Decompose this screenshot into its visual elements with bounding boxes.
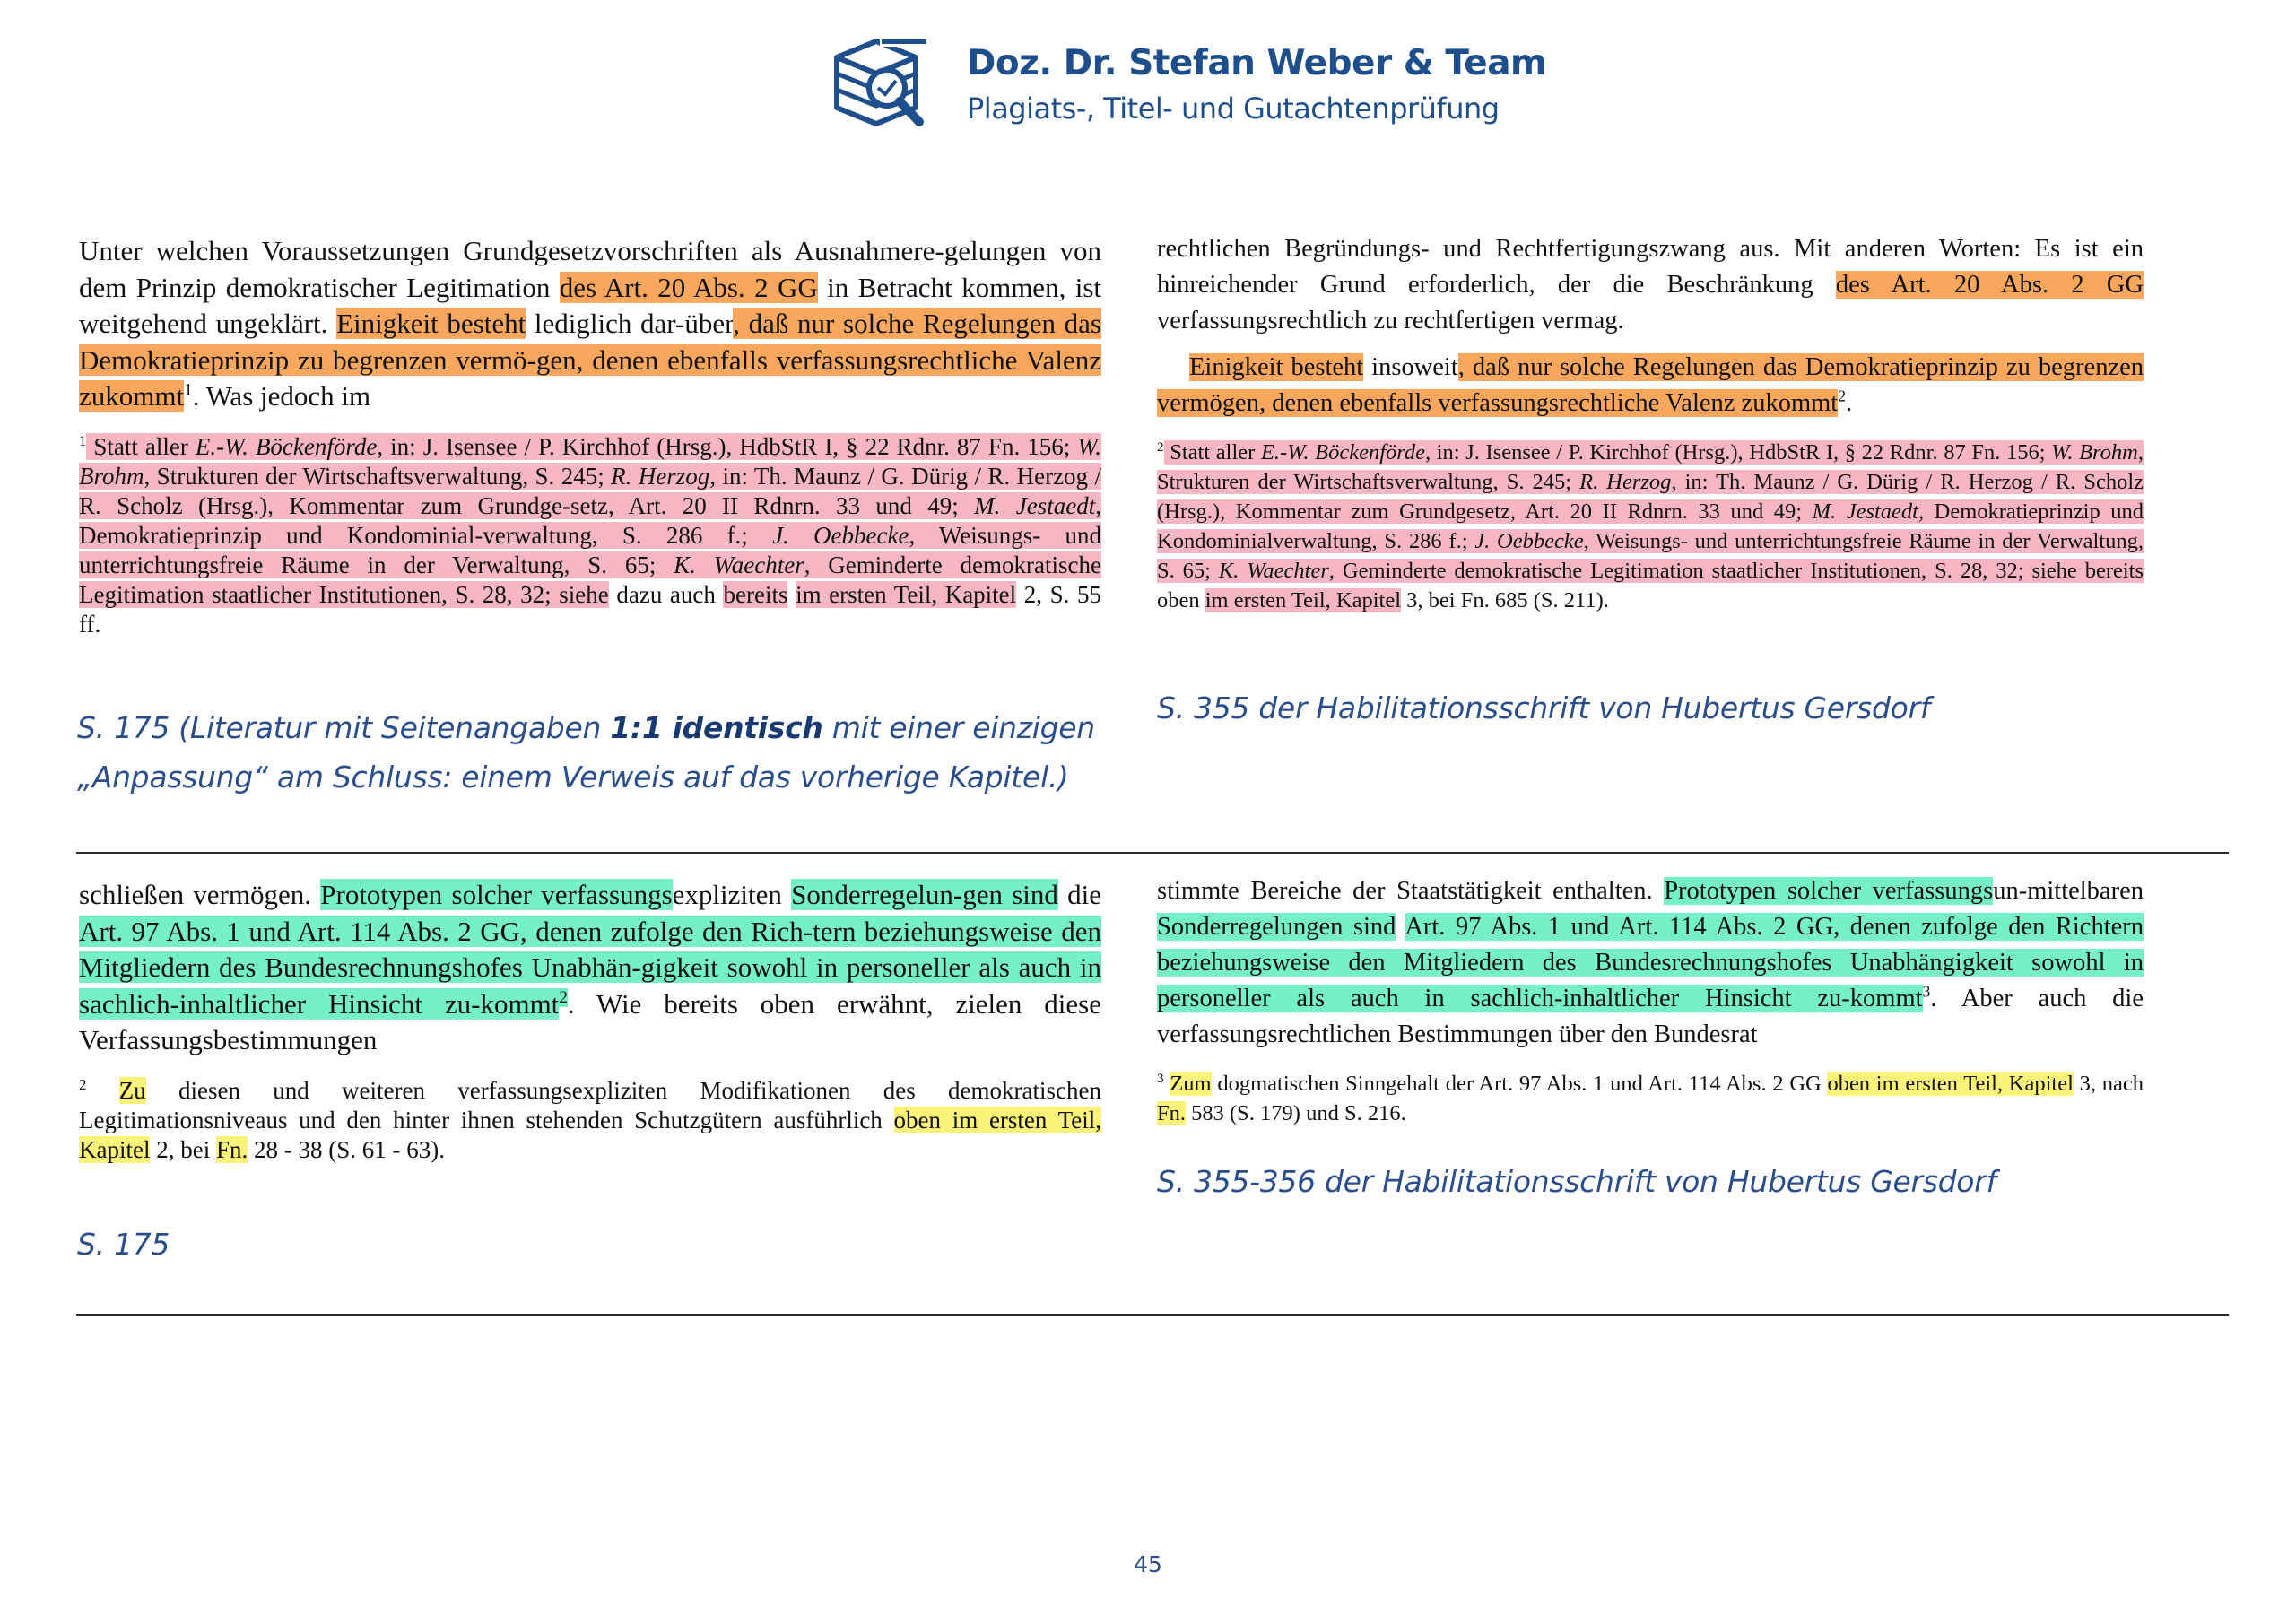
- text-run: , Strukturen der Wirtschaftsverwaltung, S. 245;: [1157, 440, 2144, 494]
- main-text: [79, 233, 1101, 415]
- text-run: , Weisungs- und unterrichtungsfreie Räume in der Verwaltung, S. 65;: [79, 521, 1102, 578]
- author-name: R. Herzog: [1579, 470, 1672, 494]
- author-name: K. Waechter: [674, 551, 804, 578]
- main-text: [1157, 873, 2144, 1053]
- footnote: [1157, 438, 2144, 615]
- highlight-yellow: oben im ersten Teil, Kapitel: [79, 1106, 1101, 1163]
- main-text: [1157, 350, 2144, 421]
- text-run: Statt aller: [1163, 440, 1261, 465]
- highlight-pink: im ersten Teil, Kapitel: [796, 580, 1017, 608]
- highlight-orange: Einigkeit besteht: [336, 308, 526, 339]
- text-run: , Demokratieprinzip und Kondominial-verwaltung, S. 286 f.;: [79, 491, 1101, 549]
- highlight-yellow: Fn.: [1157, 1101, 1187, 1125]
- text-run: oben: [1157, 588, 1205, 612]
- caption-right-bottom: S. 355-356 der Habilitationsschrift von Hubertus Gersdorf: [1157, 1164, 1996, 1199]
- author-name: E.-W. Böckenförde: [195, 432, 378, 460]
- highlight-pink: [1157, 440, 2144, 583]
- text-run: , in: J. Isensee / P. Kirchhof (Hrsg.), HdbStR I, § 22 Rdnr. 87 Fn. 156;: [1425, 440, 2052, 465]
- caption-text: „Anpassung“ am Schluss: einem Verweis auf das vorherige Kapitel.): [77, 760, 1069, 795]
- highlight-orange: Einigkeit besteht: [1189, 353, 1364, 381]
- footnote-number: 2: [1157, 439, 1164, 455]
- highlight-pink: im ersten Teil, Kapitel: [1205, 588, 1402, 612]
- highlight-orange: , daß nur solche Regelungen das Demokratieprinzip zu begrenzen vermö-gen, denen ebenfalls verfassungsrechtliche Valenz zukommt: [79, 308, 1101, 412]
- author-name: R. Herzog: [611, 462, 710, 490]
- text-run: 583 (S. 179) und S. 216.: [1186, 1101, 1406, 1125]
- footnote: [79, 1076, 1101, 1165]
- text-run: expliziten: [672, 879, 792, 910]
- footnote-number: 1: [79, 431, 87, 449]
- excerpt-right-top: [1157, 231, 2144, 615]
- highlight-yellow: Zu: [118, 1076, 146, 1104]
- highlight-orange: des Art. 20 Abs. 2 GG: [1835, 271, 2144, 299]
- text-run: insoweit: [1363, 353, 1458, 381]
- highlight-green: Sonderregelungen sind: [1157, 913, 1396, 941]
- text-run: , in: Th. Maunz / G. Dürig / R. Herzog / R. Scholz (Hrsg.), Kommentar zum Grundge-setz, Art. 20 II Rdnrn. 33 und 49;: [79, 462, 1101, 519]
- text-run: [86, 1077, 118, 1104]
- author-name: E.-W. Böckenförde: [1260, 440, 1425, 465]
- text-run: diesen und weiteren verfassungsexpliziten Modifikationen des demokratischen Legitimationsniveaus und den hinter ihnen stehenden Schutzgütern ausführlich: [79, 1076, 1101, 1133]
- text-run: stimmte Bereiche der Staatstätigkeit enthalten.: [1157, 877, 1665, 905]
- text-run: 28 - 38 (S. 61 - 63).: [248, 1135, 445, 1163]
- text-run: Unter welchen Voraussetzungen Grundgesetzvorschriften als Ausnahmere-gelungen von dem Prinzip demokratischer Legitimation: [79, 235, 1101, 303]
- highlight-yellow: oben im ersten Teil, Kapitel: [1827, 1072, 2074, 1096]
- footnote-ref: 3: [1922, 982, 1931, 1001]
- excerpt-left-top: [79, 233, 1101, 639]
- divider: [76, 852, 2229, 854]
- highlight-green: Prototypen solcher verfassungs: [320, 879, 673, 910]
- author-name: W. Brohm: [2051, 440, 2138, 465]
- author-name: K. Waechter: [1218, 559, 1329, 583]
- highlight-pink: bereits: [723, 580, 788, 608]
- text-run: . Wie bereits oben erwähnt, zielen diese Verfassungsbestimmungen: [79, 987, 1102, 1055]
- text-run: dazu auch: [608, 580, 724, 608]
- author-name: J. Oebbecke: [1474, 529, 1584, 553]
- text-run: , in: Th. Maunz / G. Dürig / R. Herzog / R. Scholz (Hrsg.), Kommentar zum Grundgesetz, Art. 20 II Rdnrn. 33 und 49;: [1157, 470, 2144, 524]
- text-run: dogmatischen Sinngehalt der Art. 97 Abs. 1 und Art. 114 Abs. 2 GG: [1211, 1072, 1828, 1096]
- text-run: in Betracht kommen, ist weitgehend ungeklärt.: [79, 271, 1102, 339]
- caption-left-bottom: S. 175: [77, 1227, 170, 1262]
- main-text: [1157, 231, 2144, 339]
- highlight-yellow: Fn.: [215, 1135, 248, 1163]
- footnote-number: 3: [1157, 1070, 1164, 1086]
- highlight-orange: , daß nur solche Regelungen das Demokratieprinzip zu begrenzen vermögen, denen ebenfalls verfassungsrechtliche Valenz zukommt: [1157, 353, 2144, 417]
- text-run: verfassungsrechtlich zu rechtfertigen vermag.: [1157, 307, 1624, 334]
- footnote: [79, 432, 1101, 639]
- text-run: 2, S. 55 ff.: [79, 580, 1101, 638]
- excerpt-right-bottom: [1157, 873, 2144, 1128]
- footnote-ref: 1: [184, 380, 193, 400]
- divider: [76, 1314, 2229, 1316]
- highlight-green: Prototypen solcher verfassungs: [1664, 877, 1994, 905]
- text-run: schließen vermögen.: [79, 879, 321, 910]
- text-run: . Was jedoch im: [192, 380, 371, 412]
- text-run: 2, bei: [150, 1135, 216, 1163]
- caption-text: S. 175 (Literatur mit Seitenangaben: [77, 710, 611, 745]
- author-name: W. Brohm: [79, 432, 1102, 490]
- text-run: , in: J. Isensee / P. Kirchhof (Hrsg.), HdbStR I, § 22 Rdnr. 87 Fn. 156;: [377, 432, 1078, 460]
- text-run: un-mittelbaren: [1993, 877, 2144, 905]
- brand-tagline: Plagiats-, Titel- und Gutachtenprüfung: [967, 91, 1500, 126]
- highlight-green: Sonderregelun-gen sind: [791, 879, 1058, 910]
- page-number: 45: [1134, 1551, 1162, 1577]
- text-run: , Geminderte demokratische Legitimation staatlicher Institutionen, S. 28, 32; siehe bereits: [1328, 559, 2144, 583]
- footnote-ref: 2: [559, 988, 568, 1008]
- text-run: [1396, 913, 1405, 941]
- footnote-ref: 2: [1838, 386, 1847, 405]
- caption-right-top: S. 355 der Habilitationsschrift von Hubertus Gersdorf: [1157, 690, 1931, 725]
- caption-emphasis: 1:1 identisch: [610, 710, 823, 745]
- text-run: 3, nach: [2073, 1072, 2144, 1096]
- text-run: die: [1057, 879, 1101, 910]
- author-name: M. Jestaedt: [974, 491, 1096, 519]
- text-run: , Strukturen der Wirtschaftsverwaltung, S. 245;: [144, 462, 612, 490]
- text-run: , Demokratieprinzip und Kondominialverwaltung, S. 286 f.;: [1157, 499, 2144, 553]
- text-run: .: [1846, 389, 1853, 417]
- text-run: . Aber auch die verfassungsrechtlichen Bestimmungen über den Bundesrat: [1157, 985, 2144, 1048]
- text-run: , Weisungs- und unterrichtungsfreie Räume in der Verwaltung, S. 65;: [1157, 529, 2144, 583]
- brand-name: Doz. Dr. Stefan Weber & Team: [967, 43, 1547, 83]
- book-magnifier-icon: [830, 36, 939, 131]
- caption-left-top: [77, 703, 1095, 802]
- main-text: [79, 877, 1101, 1059]
- text-run: Statt aller: [86, 432, 196, 460]
- footnote-number: 2: [79, 1075, 87, 1093]
- text-run: rechtlichen Begründungs- und Rechtfertigungszwang aus. Mit anderen Worten: Es ist ein hinreichender Grund erforderlich, der die Beschränkung: [1157, 235, 2144, 299]
- author-name: J. Oebbecke: [772, 521, 909, 549]
- excerpt-left-bottom: [79, 877, 1101, 1165]
- text-run: 3, bei Fn. 685 (S. 211).: [1401, 588, 1609, 612]
- caption-text: mit einer einzigen: [822, 710, 1095, 745]
- highlight-green: Art. 97 Abs. 1 und Art. 114 Abs. 2 GG, denen zufolge den Rich-tern beziehungsweise den Mitgliedern des Bundesrechnungshofes Unabhän-gigkeit sowohl in personeller als auch in sachlich-inhaltlicher Hinsicht zu-kommt: [79, 915, 1101, 1020]
- text-run: [787, 581, 796, 608]
- author-name: M. Jestaedt: [1812, 499, 1918, 524]
- highlight-green: Art. 97 Abs. 1 und Art. 114 Abs. 2 GG, denen zufolge den Richtern beziehungsweise den Mitgliedern des Bundesrechnungshofes Unabhängigkeit sowohl in personeller als auch in sachlich-inhaltlicher Hinsicht zu-kommt: [1157, 913, 2144, 1012]
- highlight-yellow: Zum: [1170, 1072, 1212, 1096]
- text-run: lediglich dar-über: [526, 308, 734, 339]
- footnote: [1157, 1069, 2144, 1128]
- highlight-orange: des Art. 20 Abs. 2 GG: [559, 271, 818, 303]
- text-run: , Geminderte demokratische Legitimation staatlicher Institutionen, S. 28, 32; siehe: [79, 551, 1101, 608]
